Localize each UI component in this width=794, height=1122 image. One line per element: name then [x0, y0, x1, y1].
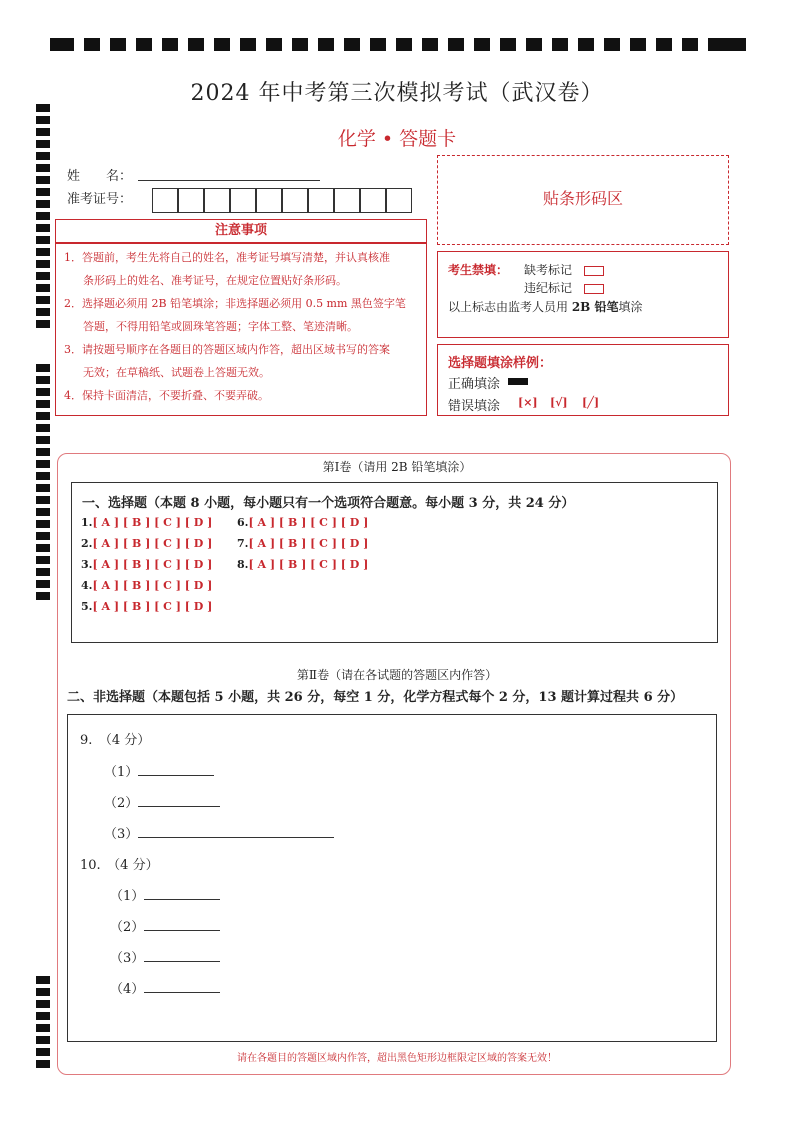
mc-question-number: 5. [81, 600, 93, 613]
id-label: 准考证号： [67, 192, 133, 207]
name-label: 姓 名： [67, 169, 133, 184]
mc-section-title: 一、选择题（本题 8 小题，每小题只有一个选项符合题意。每小题 3 分，共 24 分） [82, 496, 575, 511]
id-digit-box[interactable] [204, 188, 230, 213]
sub-label: （2） [104, 796, 139, 811]
absent-label: 缺考标记 [524, 263, 573, 277]
mc-question-number: 7. [237, 537, 249, 550]
mc-question-row[interactable] [81, 537, 212, 550]
notice-body [55, 243, 427, 416]
q10-sub-4 [110, 978, 220, 997]
wrong-mark-x: [×] [518, 396, 538, 409]
mc-question-number: 3. [81, 558, 93, 571]
absent-mark-row [524, 261, 604, 278]
violation-mark-box[interactable] [584, 284, 604, 294]
id-digit-box[interactable] [256, 188, 282, 213]
barcode-area [437, 155, 729, 245]
id-digit-box[interactable] [230, 188, 256, 213]
mc-question-row[interactable] [81, 558, 212, 571]
mc-question-number: 8. [237, 558, 249, 571]
nonmc-section-title: 二、非选择题（本题包括 5 小题，共 26 分，每空 1 分，化学方程式每个 2 分，13 题计算过程共 6 分） [67, 690, 684, 705]
q9-label: 9. （4 分） [80, 733, 151, 748]
q9-sub-2 [104, 792, 220, 811]
mc-question-number: 2. [81, 537, 93, 550]
mc-options[interactable]: [ A ] [ B ] [ C ] [ D ] [248, 516, 369, 529]
mc-question-number: 6. [237, 516, 249, 529]
page-subtitle: 化学 • 答题卡 [337, 128, 457, 150]
id-digit-box[interactable] [282, 188, 308, 213]
multiple-choice-block [71, 482, 718, 643]
mc-question-row[interactable] [81, 516, 212, 529]
examiner-only-label: 考生禁填： [448, 263, 509, 277]
sub-label: （1） [110, 889, 145, 904]
mc-question-row[interactable] [81, 579, 212, 592]
id-digit-box[interactable] [152, 188, 178, 213]
mc-options[interactable]: [ A ] [ B ] [ C ] [ D ] [248, 558, 369, 571]
correct-fill-label: 正确填涂 [448, 377, 501, 392]
id-digit-box[interactable] [178, 188, 204, 213]
sub-label: （3） [110, 951, 145, 966]
violation-label: 违纪标记 [524, 281, 573, 295]
mc-question-row[interactable] [237, 558, 368, 571]
mc-question-number: 4. [81, 579, 93, 592]
footer-warning: 请在各题目的答题区域内作答，超出黑色矩形边框限定区域的答案无效！ [237, 1053, 557, 1064]
q10-sub-1 [110, 885, 220, 904]
mc-question-row[interactable] [237, 537, 368, 550]
sub-label: （3） [104, 827, 139, 842]
notice-line: 4．保持卡面清洁，不要折叠、不要弄破。 [64, 389, 269, 402]
part2-title: 第Ⅱ卷（请在各试题的答题区内作答） [296, 668, 498, 682]
id-digit-box[interactable] [308, 188, 334, 213]
violation-mark-row [524, 279, 604, 296]
id-digit-box[interactable] [334, 188, 360, 213]
examiner-only-box [437, 251, 729, 338]
side-timing-marks-middle [36, 364, 50, 604]
wrong-mark-slash: [╱] [582, 396, 600, 409]
name-field[interactable] [138, 180, 320, 181]
answer-blank[interactable] [138, 763, 214, 776]
id-digit-box[interactable] [360, 188, 386, 213]
examiner-note-post: 填涂 [618, 300, 643, 314]
mc-options[interactable]: [ A ] [ B ] [ C ] [ D ] [92, 558, 213, 571]
notice-line: 条形码上的姓名、准考证号，在规定位置贴好条形码。 [83, 274, 347, 287]
answer-blank[interactable] [144, 980, 220, 993]
notice-line: 2．选择题必须用 2B 铅笔填涂；非选择题必须用 0.5 mm 黑色签字笔 [64, 297, 406, 310]
sub-label: （2） [110, 920, 145, 935]
mc-question-row[interactable] [237, 516, 368, 529]
wrong-fill-label: 错误填涂 [448, 399, 501, 414]
mc-options[interactable]: [ A ] [ B ] [ C ] [ D ] [92, 537, 213, 550]
mc-question-number: 1. [81, 516, 93, 529]
mc-options[interactable]: [ A ] [ B ] [ C ] [ D ] [92, 516, 213, 529]
notice-line: 答题，不得用铅笔或圆珠笔答题；字体工整、笔迹清晰。 [83, 320, 358, 333]
mc-options[interactable]: [ A ] [ B ] [ C ] [ D ] [248, 537, 369, 550]
notice-line: 无效；在草稿纸、试题卷上答题无效。 [83, 366, 270, 379]
answer-blank[interactable] [138, 794, 220, 807]
correct-fill-sample [508, 378, 528, 385]
nonmc-answer-block [67, 714, 717, 1042]
answer-blank[interactable] [144, 887, 220, 900]
page-title: 2024 年中考第三次模拟考试（武汉卷） [190, 81, 604, 106]
answer-blank[interactable] [144, 949, 220, 962]
absent-mark-box[interactable] [584, 266, 604, 276]
mc-options[interactable]: [ A ] [ B ] [ C ] [ D ] [92, 600, 213, 613]
timing-mark-bar [50, 38, 746, 51]
mc-options[interactable]: [ A ] [ B ] [ C ] [ D ] [92, 579, 213, 592]
part1-title: 第Ⅰ卷（请用 2B 铅笔填涂） [322, 460, 472, 474]
wrong-mark-check: [√] [550, 396, 568, 409]
q9-sub-3 [104, 823, 334, 842]
answer-blank[interactable] [138, 825, 334, 838]
q10-sub-3 [110, 947, 220, 966]
examiner-note-bold: 2B 铅笔 [571, 300, 619, 314]
notice-heading: 注意事项 [55, 219, 427, 243]
q9-sub-1 [104, 761, 214, 780]
notice-line: 3．请按题号顺序在各题目的答题区域内作答，超出区域书写的答案 [64, 343, 390, 356]
q10-sub-2 [110, 916, 220, 935]
sub-label: （1） [104, 765, 139, 780]
barcode-area-label: 贴条形码区 [542, 189, 623, 208]
fill-example-title: 选择题填涂样例： [448, 356, 553, 371]
examiner-note-pre: 以上标志由监考人员用 [448, 300, 572, 314]
answer-blank[interactable] [144, 918, 220, 931]
examiner-note [448, 298, 643, 315]
id-digit-box[interactable] [386, 188, 412, 213]
mc-question-row[interactable] [81, 600, 212, 613]
q10-label: 10. （4 分） [80, 858, 159, 873]
fill-example-box [437, 344, 729, 416]
notice-line: 1．答题前，考生先将自己的姓名，准考证号填写清楚，并认真核准 [64, 251, 390, 264]
sub-label: （4） [110, 982, 145, 997]
